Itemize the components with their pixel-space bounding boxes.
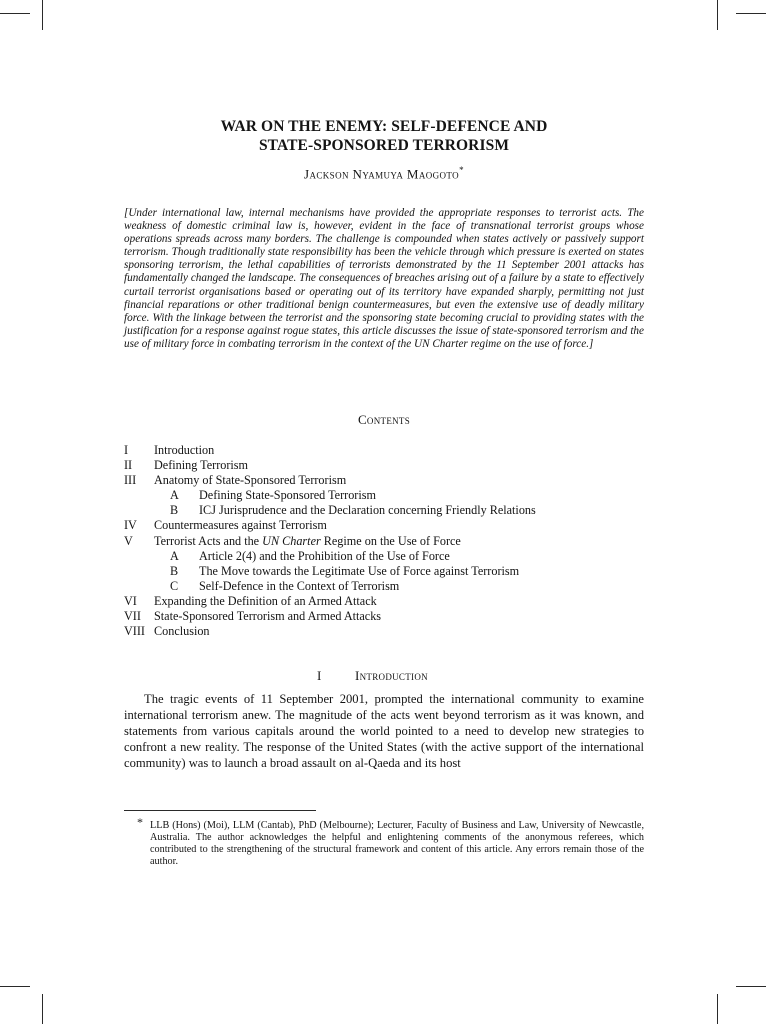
author-footnote-marker: * — [459, 165, 464, 175]
toc-entry-number: III — [124, 473, 137, 488]
footnote-text: LLB (Hons) (Moi), LLM (Cantab), PhD (Melbourne); Lecturer, Faculty of Business and Law, University of Newcastle, Australia. The author acknowledges the helpful and enlightening comments of the anonymous referees, which contributed to the strengthening of the structural framework and content of this article. Any errors remain those of the author. — [150, 820, 644, 867]
footnote-marker: * — [137, 815, 143, 829]
toc-subentry — [124, 579, 644, 594]
toc-title-italic: UN Charter — [262, 533, 321, 548]
toc-entry-number: A — [170, 548, 179, 563]
toc-entry-title: Self-Defence in the Context of Terrorism — [199, 578, 400, 593]
toc-entry-number: VI — [124, 593, 137, 608]
section-title: Introduction — [355, 668, 428, 683]
toc-subentry — [124, 564, 644, 579]
toc-title-part: Regime on the Use of Force — [320, 533, 461, 548]
toc-entry — [124, 609, 644, 624]
crop-mark-bottom-left-h — [0, 986, 30, 987]
toc-entry-number: II — [124, 458, 133, 473]
toc-entry-title: Defining State-Sponsored Terrorism — [199, 488, 376, 503]
toc-subentry — [124, 549, 644, 564]
article-title-line-1: WAR ON THE ENEMY: SELF-DEFENCE AND — [220, 118, 548, 135]
toc-entry-title: Anatomy of State-Sponsored Terrorism — [154, 473, 347, 488]
toc-entry — [124, 458, 644, 473]
toc-entry-number: IV — [124, 518, 137, 533]
toc-entry-title: Article 2(4) and the Prohibition of the Use of Force — [199, 548, 450, 563]
toc-entry — [124, 473, 644, 488]
abstract: [Under international law, internal mechanisms have provided the appropriate responses to terrorist acts. The weakness of domestic criminal law is, however, evident in the face of transnational terrorist groups whose operations spreads across many borders. The challenge is compounded when states actively or passively support terrorism. Though traditionally state responsibility has been the vehicle through which pressure is exerted on states sponsoring terrorism, the lethal capabilities of terrorists demonstrated by the 11 September 2001 attacks has fundamentally changed the landscape. The consequences of breaches arising out of a failure by a state to effectively curtail terrorist organisations based or operating out of its territory have expanded sharply, permitting not just financial reparations or other traditional benign countermeasures, but even the extensive use of deadly military force. With the linkage between the terrorist and the sponsoring state becoming crucial to providing states with the justification for a response against rogue states, this article discusses the issue of state-sponsored terrorism and the use of military force in combating terrorism in the context of the UN Charter regime on the use of force.] — [124, 207, 644, 350]
footnote-divider — [124, 810, 316, 811]
toc-entry-title: Conclusion — [154, 624, 210, 639]
toc-entry-title: Defining Terrorism — [154, 458, 249, 473]
toc-entry-number: VIII — [124, 624, 145, 639]
crop-mark-top-left-v — [42, 0, 43, 30]
toc-entry-number: V — [124, 533, 133, 548]
toc-entry-title: Introduction — [154, 443, 215, 457]
crop-mark-bottom-left-v — [42, 994, 43, 1024]
table-of-contents — [124, 443, 644, 639]
toc-entry-title: Expanding the Definition of an Armed Attack — [154, 593, 377, 608]
toc-entry-title: The Move towards the Legitimate Use of Force against Terrorism — [199, 563, 520, 578]
toc-entry-number: C — [170, 578, 179, 593]
crop-mark-top-right-h — [736, 13, 766, 14]
toc-entry — [124, 518, 644, 533]
section-number: I — [317, 668, 322, 683]
crop-mark-bottom-right-v — [717, 994, 718, 1024]
toc-entry — [124, 624, 644, 639]
author-name: Jackson Nyamuya Maogoto — [304, 166, 460, 182]
toc-entry-title: ICJ Jurisprudence and the Declaration concerning Friendly Relations — [199, 503, 536, 518]
toc-entry-number: I — [124, 443, 129, 457]
body-paragraph: The tragic events of 11 September 2001, prompted the international community to examine international terrorism anew. The magnitude of the acts went beyond terrorism as it was known, and statements from various capitals around the world pointed to a need to develop new strategies to confront a new reality. The response of the United States (with the active support of the international community) was to launch a broad assault on al-Qaeda and its host — [124, 692, 644, 771]
contents-heading: Contents — [357, 412, 411, 427]
author-line — [0, 165, 768, 182]
toc-entry-title: State-Sponsored Terrorism and Armed Attacks — [154, 609, 382, 624]
toc-entry-title — [154, 534, 461, 549]
toc-entry-number: B — [170, 563, 179, 578]
toc-entry — [124, 534, 644, 549]
toc-entry — [124, 594, 644, 609]
toc-entry-number: A — [170, 488, 179, 503]
crop-mark-top-left-h — [0, 13, 30, 14]
toc-subentry — [124, 503, 644, 518]
toc-entry-number: B — [170, 503, 179, 518]
toc-subentry — [124, 488, 644, 503]
article-title-line-2: STATE-SPONSORED TERRORISM — [258, 137, 510, 154]
crop-mark-top-right-v — [717, 0, 718, 30]
toc-entry-title: Countermeasures against Terrorism — [154, 518, 327, 533]
crop-mark-bottom-right-h — [736, 986, 766, 987]
toc-entry-number: VII — [124, 609, 141, 624]
toc-entry — [124, 443, 644, 458]
toc-title-part: Terrorist Acts and the — [154, 533, 263, 548]
